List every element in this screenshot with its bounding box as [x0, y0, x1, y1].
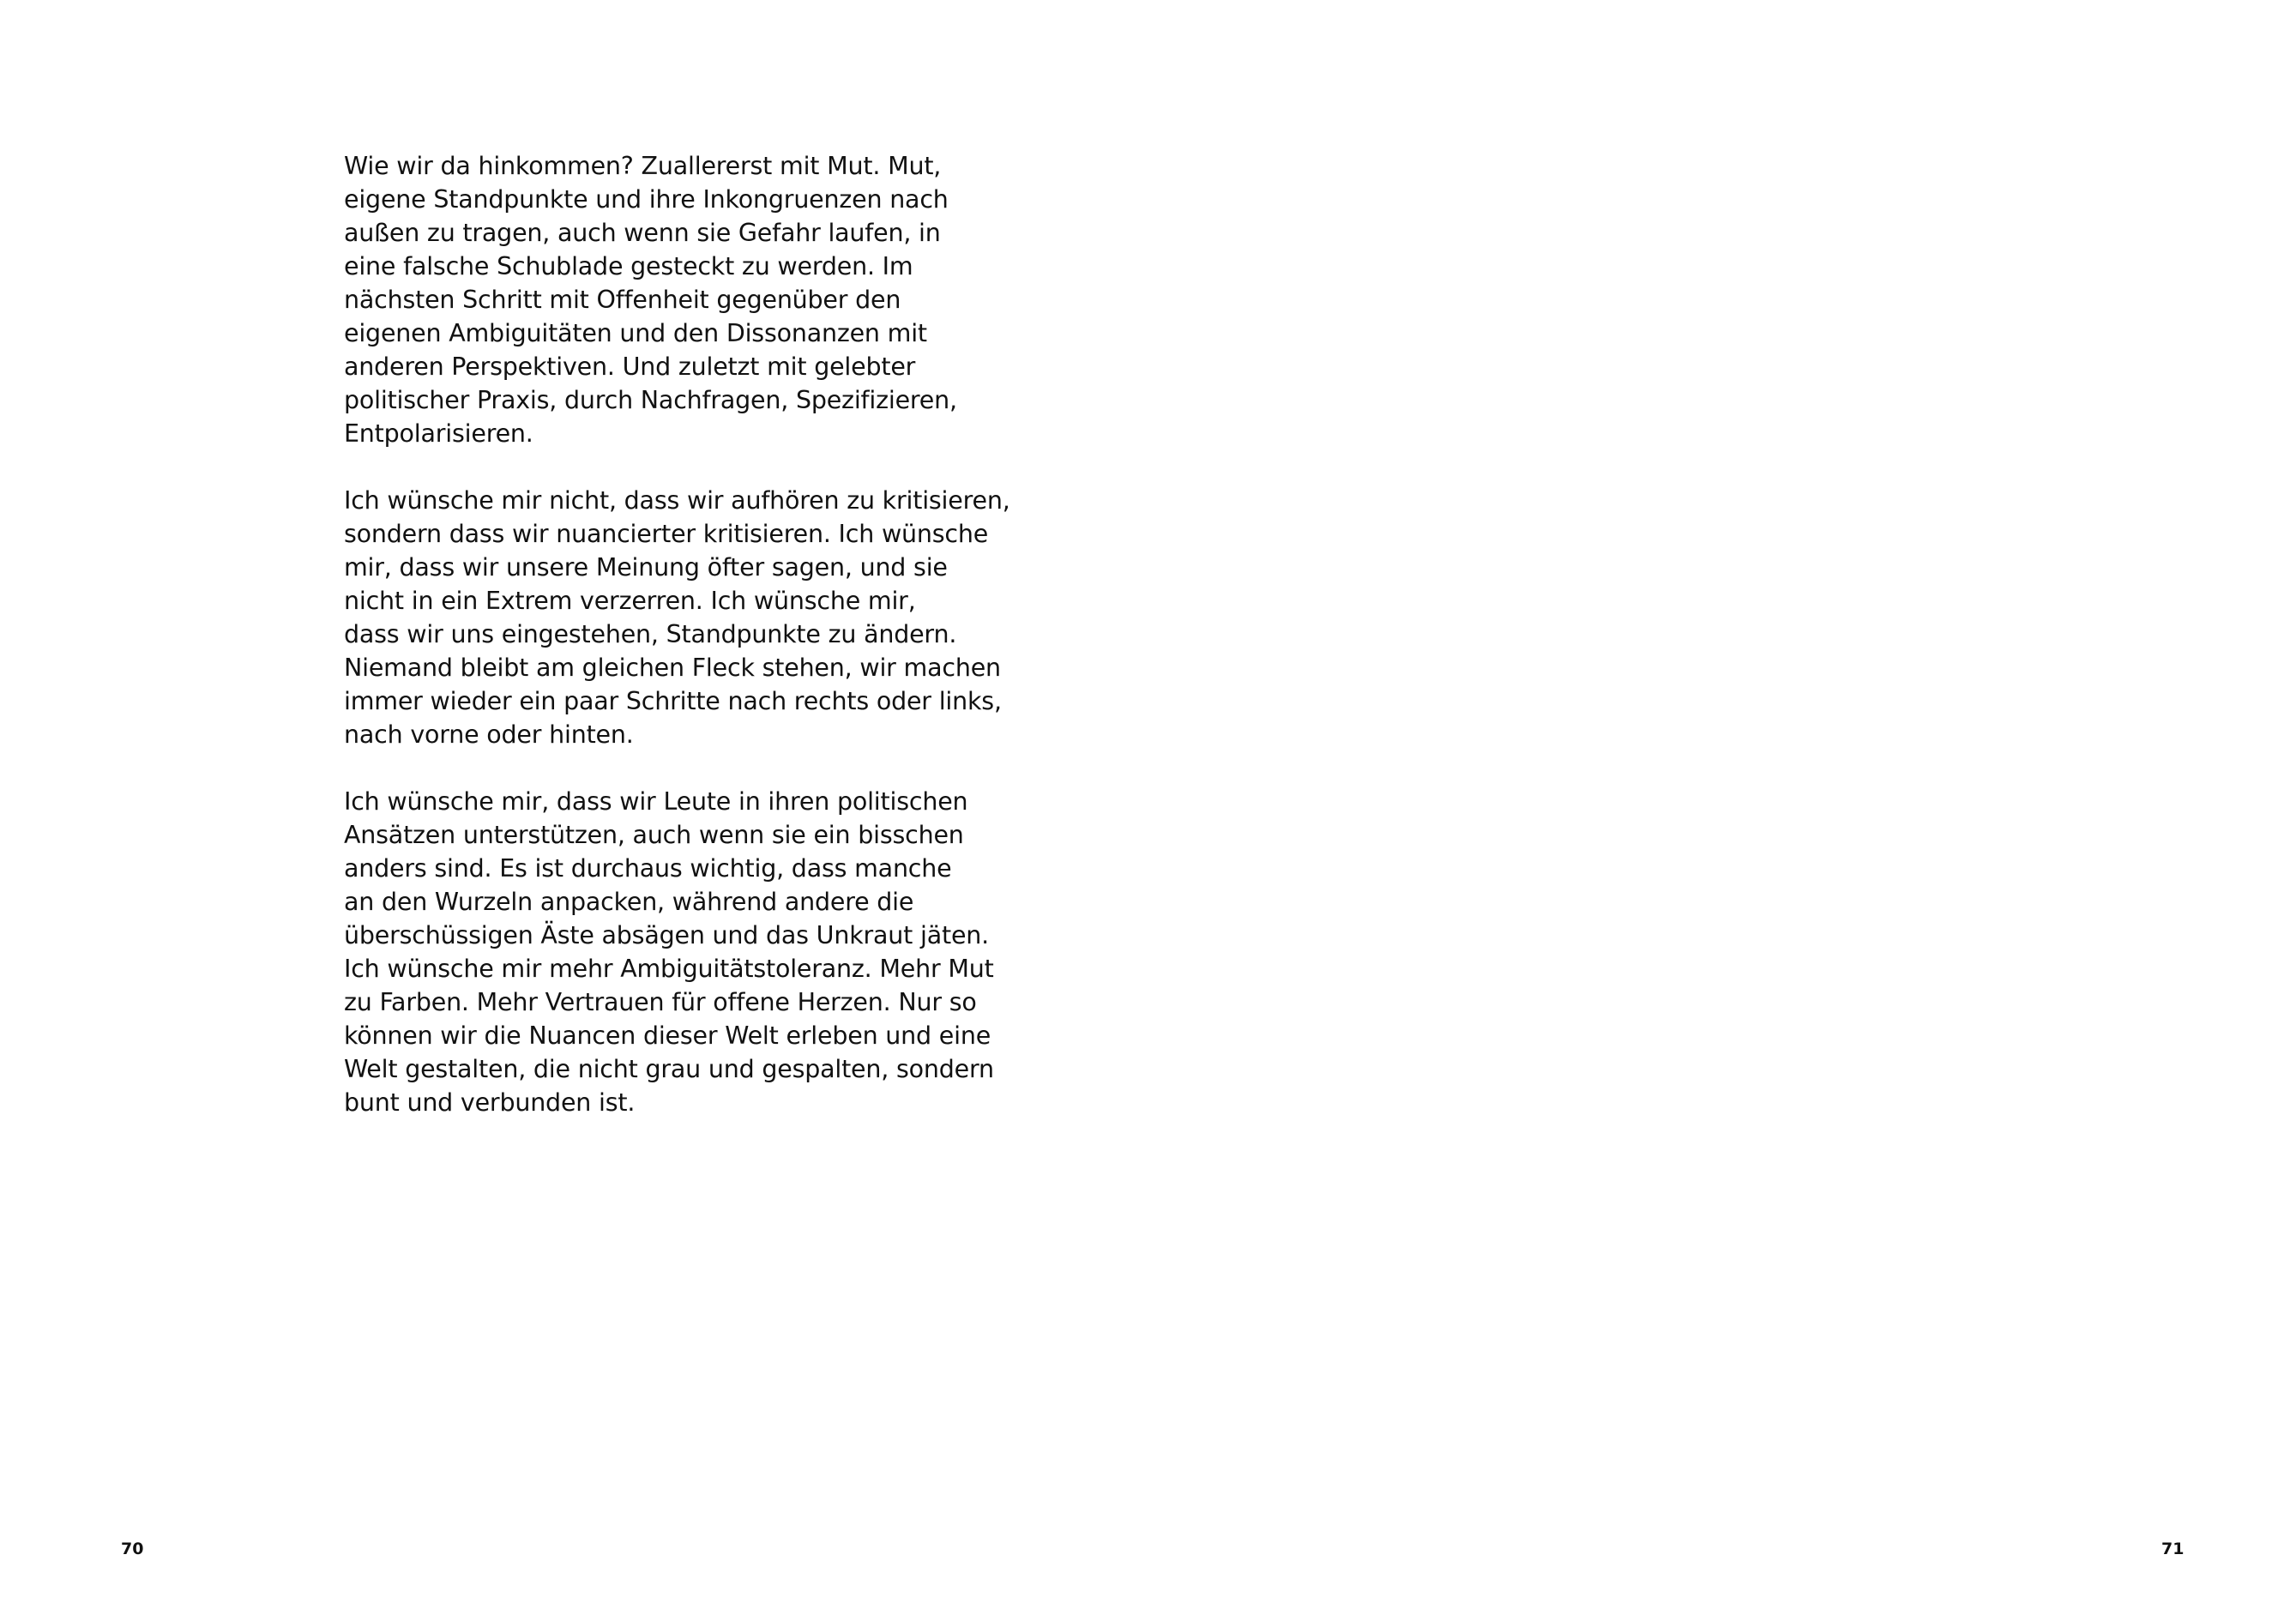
text-line: dass wir uns eingestehen, Standpunkte zu ändern. — [344, 620, 957, 648]
text-line: nicht in ein Extrem verzerren. Ich wünsche mir, — [344, 587, 916, 615]
text-line: mir, dass wir unsere Meinung öfter sagen, und sie — [344, 553, 948, 582]
text-line: nach vorne oder hinten. — [344, 720, 634, 749]
paragraph — [344, 785, 1047, 1119]
paragraph — [344, 149, 1047, 450]
text-line: nächsten Schritt mit Offenheit gegenüber den — [344, 286, 901, 314]
text-line: Ich wünsche mir mehr Ambiguitätstoleranz. Mehr Mut — [344, 955, 994, 983]
text-line: überschüssigen Äste absägen und das Unkraut jäten. — [344, 921, 989, 949]
page-number: 70 — [121, 1540, 144, 1558]
text-line: Entpolarisieren. — [344, 419, 533, 448]
text-line: eigene Standpunkte und ihre Inkongruenzen nach — [344, 185, 949, 214]
text-line: Niemand bleibt am gleichen Fleck stehen, wir machen — [344, 654, 1001, 682]
body-text — [344, 149, 1047, 1153]
page-number: 71 — [2161, 1540, 2185, 1558]
text-line: immer wieder ein paar Schritte nach rechts oder links, — [344, 687, 1002, 715]
text-line: Ansätzen unterstützen, auch wenn sie ein bisschen — [344, 821, 964, 849]
text-line: außen zu tragen, auch wenn sie Gefahr laufen, in — [344, 219, 941, 247]
text-line: bunt und verbunden ist. — [344, 1088, 636, 1117]
text-line: Ich wünsche mir, dass wir Leute in ihren politischen — [344, 787, 968, 816]
text-line: politischer Praxis, durch Nachfragen, Spezifizieren, — [344, 386, 957, 414]
text-line: an den Wurzeln anpacken, während andere die — [344, 888, 914, 916]
text-line: sondern dass wir nuancierter kritisieren. Ich wünsche — [344, 520, 989, 548]
text-line: können wir die Nuancen dieser Welt erleben und eine — [344, 1021, 991, 1050]
text-line: zu Farben. Mehr Vertrauen für offene Herzen. Nur so — [344, 988, 977, 1016]
text-line: eine falsche Schublade gesteckt zu werden. Im — [344, 252, 913, 280]
right-page — [1148, 0, 2296, 1621]
paragraph — [344, 484, 1047, 751]
text-line: anderen Perspektiven. Und zuletzt mit gelebter — [344, 353, 916, 381]
text-line: Welt gestalten, die nicht grau und gespalten, sondern — [344, 1055, 994, 1083]
text-line: anders sind. Es ist durchaus wichtig, dass manche — [344, 854, 952, 883]
text-line: Ich wünsche mir nicht, dass wir aufhören zu kritisieren, — [344, 486, 1010, 515]
text-line: eigenen Ambiguitäten und den Dissonanzen mit — [344, 319, 927, 347]
text-line: Wie wir da hinkommen? Zuallererst mit Mut. Mut, — [344, 152, 942, 180]
